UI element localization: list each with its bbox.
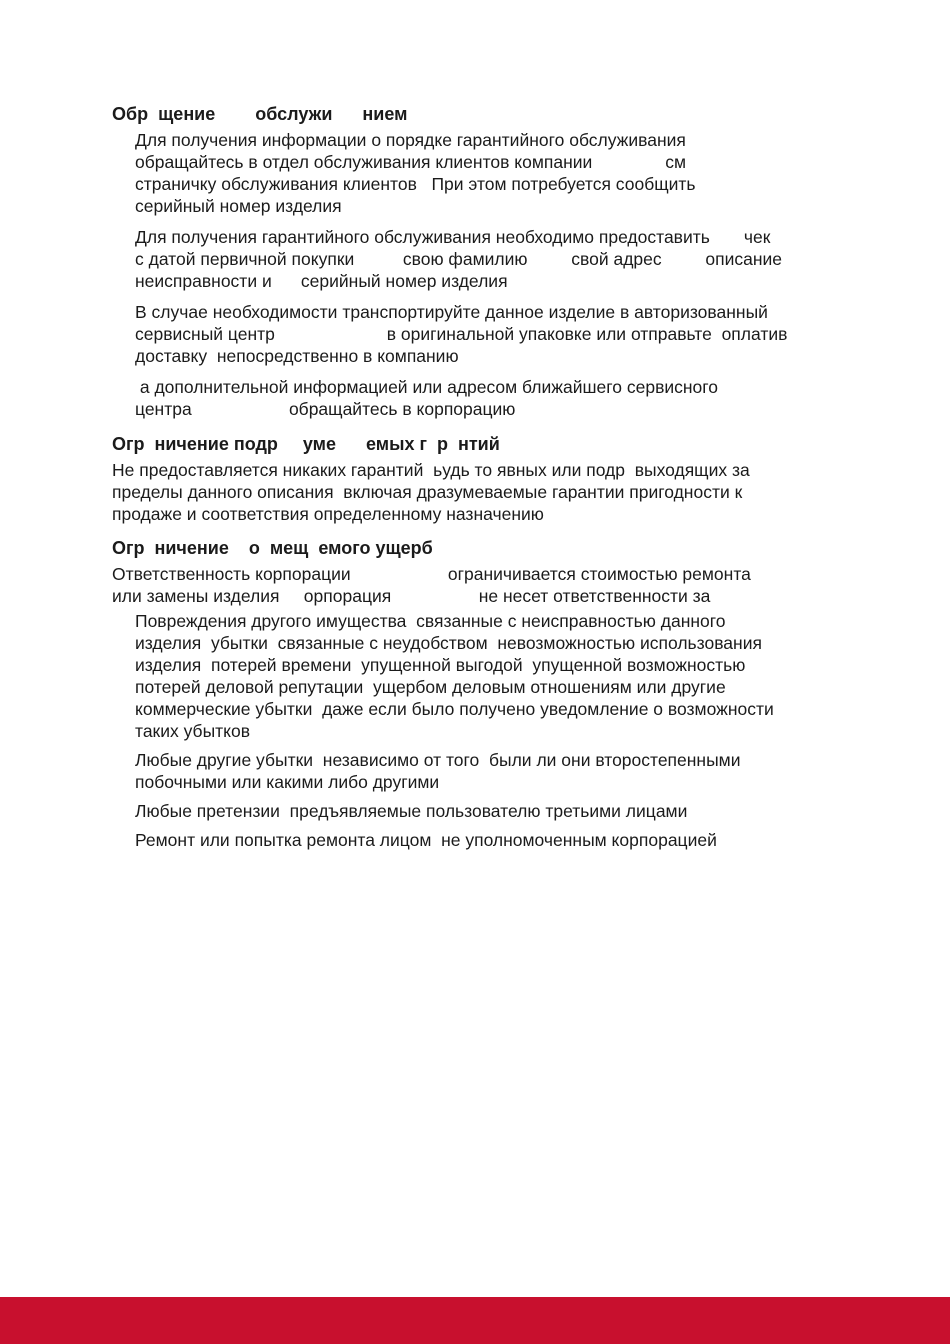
paragraph <box>112 226 872 292</box>
text-line: с датой первичной покупки свою фамилию свой адрес описание <box>135 249 783 269</box>
paragraph <box>112 829 872 851</box>
text-line: или замены изделия орпорация не несет ответственности за <box>112 586 711 606</box>
text-line: страничку обслуживания клиентов При этом потребуется сообщить <box>135 174 696 194</box>
section-implied-warranties <box>112 433 872 525</box>
text-line: продаже и соответствия определенному назначению <box>112 504 544 524</box>
text-line: Не предоставляется никаких гарантий ьудь то явных или подр выходящих за <box>112 460 750 480</box>
section-damages-limit-heading: Огр ничение о мещ емого ущерб <box>112 538 433 558</box>
section-service-heading: Обр щение обслужи нием <box>112 104 408 124</box>
section-service <box>112 103 872 420</box>
text-line: побочными или какими либо другими <box>135 772 440 792</box>
text-line: центра обращайтесь в корпорацию <box>135 399 516 419</box>
text-line: Для получения информации о порядке гарантийного обслуживания <box>135 130 686 150</box>
text-line: потерей деловой репутации ущербом деловым отношениям или другие <box>135 677 726 697</box>
text-line: Ремонт или попытка ремонта лицом не уполномоченным корпорацией <box>135 830 717 850</box>
paragraph <box>112 129 872 217</box>
section-implied-warranties-heading: Огр ничение подр уме емых г р нтий <box>112 434 500 454</box>
text-line: Ответственность корпорации ограничивается стоимостью ремонта <box>112 564 751 584</box>
section-damages-limit <box>112 537 872 851</box>
footer-red-bar <box>0 1297 950 1344</box>
text-line: сервисный центр в оригинальной упаковке или отправьте оплатив <box>135 324 788 344</box>
text-line: Повреждения другого имущества связанные с неисправностью данного <box>135 611 726 631</box>
text-line: а дополнительной информацией или адресом ближайшего сервисного <box>135 377 719 397</box>
text-line: В случае необходимости транспортируйте данное изделие в авторизованный <box>135 302 768 322</box>
text-line: таких убытков <box>135 721 251 741</box>
paragraph <box>112 800 872 822</box>
text-line: Любые претензии предъявляемые пользователю третьими лицами <box>135 801 688 821</box>
paragraph <box>112 749 872 793</box>
paragraph <box>112 563 872 607</box>
paragraph <box>112 376 872 420</box>
text-line: изделия потерей времени упущенной выгодой упущенной возможностью <box>135 655 746 675</box>
text-line: изделия убытки связанные с неудобством невозможностью использования <box>135 633 762 653</box>
document-content <box>112 103 872 858</box>
text-line: обращайтесь в отдел обслуживания клиентов компании см <box>135 152 687 172</box>
paragraph <box>112 459 872 525</box>
text-line: серийный номер изделия <box>135 196 342 216</box>
text-line: доставку непосредственно в компанию <box>135 346 459 366</box>
text-line: неисправности и серийный номер изделия <box>135 271 508 291</box>
text-line: пределы данного описания включая дразумеваемые гарантии пригодности к <box>112 482 743 502</box>
text-line: коммерческие убытки даже если было получено уведомление о возможности <box>135 699 774 719</box>
paragraph <box>112 610 872 742</box>
text-line: Для получения гарантийного обслуживания необходимо предоставить чек <box>135 227 771 247</box>
paragraph <box>112 301 872 367</box>
text-line: Любые другие убытки независимо от того были ли они второстепенными <box>135 750 741 770</box>
